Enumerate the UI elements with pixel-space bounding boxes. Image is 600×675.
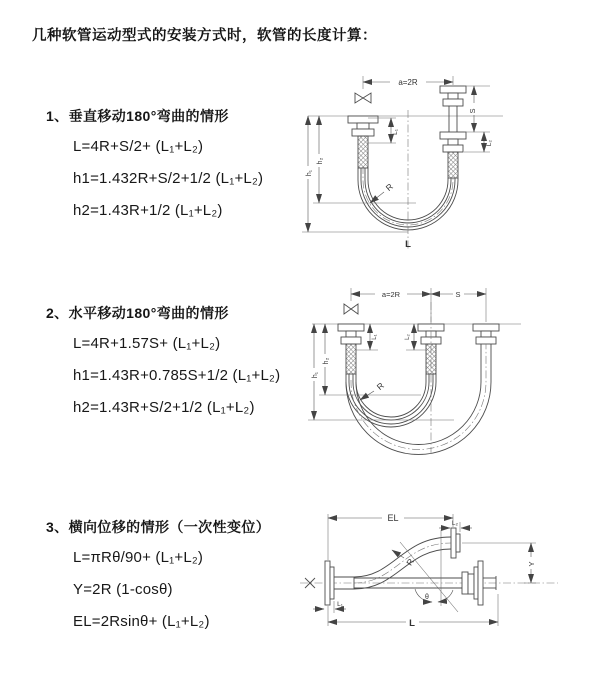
formula-el-3: EL=2Rsinθ+ (L₁+L₂) [73, 613, 210, 630]
dim-label-a2r: a=2R [398, 78, 418, 87]
right-pipe-fitting [473, 324, 499, 344]
dim-label-l: L [405, 239, 411, 250]
dim-label-r: R [383, 181, 395, 194]
u-bend-hose-position2 [346, 344, 491, 455]
braided-hose [358, 136, 368, 168]
left-pipe-fitting [348, 116, 378, 168]
dim-label-l2: L₂ [486, 139, 493, 147]
formula-h1-1: h1=1.432R+S/2+1/2 (L₁+L₂) [73, 170, 264, 187]
dim-label-r: R [404, 556, 416, 568]
dim-label-l2: L₂ [451, 520, 459, 527]
formula-l-1: L=4R+S/2+ (L₁+L₂) [73, 138, 204, 155]
dim-s [464, 86, 490, 132]
angle-construction [400, 530, 458, 612]
dim-l [328, 594, 498, 629]
dim-label-l: L [409, 618, 415, 629]
dim-a2r [363, 76, 453, 89]
dim-a2r [351, 288, 431, 322]
formula-l-3: L=πRθ/90+ (L₁+L₂) [73, 549, 204, 566]
formula-h2-2: h2=1.43R+S/2+1/2 (L₁+L₂) [73, 399, 255, 416]
dim-label-h1: h₁ [312, 371, 319, 379]
dim-label-s: S [455, 290, 461, 299]
dim-el [328, 512, 453, 560]
dim-label-theta: θ [425, 594, 429, 601]
radius-callout [360, 380, 386, 400]
radius-callout [370, 181, 395, 203]
section-2-heading: 2、水平移动180°弯曲的情形 [46, 305, 229, 321]
braided-hose [346, 344, 356, 374]
formula-h2-1: h2=1.43R+1/2 (L₁+L₂) [73, 202, 223, 219]
dim-label-r: R [374, 380, 386, 393]
formula-h1-2: h1=1.43R+0.785S+1/2 (L₁+L₂) [73, 367, 281, 384]
dim-label-s: S [468, 108, 477, 114]
formula-l-2: L=4R+1.57S+ (L₁+L₂) [73, 335, 221, 352]
dim-label-h2: h₂ [323, 357, 330, 365]
section-3-heading: 3、横向位移的情形（一次性变位） [46, 519, 271, 535]
dim-label-el: EL [387, 513, 399, 523]
radius-callout [392, 550, 416, 567]
dim-label-l1: L₁ [392, 129, 399, 135]
braided-hose [448, 152, 458, 178]
dim-label-h2: h₂ [317, 157, 324, 165]
valve-icon [344, 304, 358, 314]
page-title: 几种软管运动型式的安装方式时，软管的长度计算： [32, 28, 377, 44]
formula-y-3: Y=2R (1-cosθ) [73, 581, 173, 598]
diagram-vertical-180-bend [298, 70, 520, 258]
dim-s [431, 288, 486, 322]
dim-label-h1: h₁ [306, 169, 313, 177]
diagram-horizontal-180-bend [306, 282, 534, 462]
dim-label-l1: L₁ [372, 334, 378, 340]
valve-icon [355, 93, 371, 103]
dim-label-l1: L₁ [337, 601, 343, 608]
right-pipe-fitting [440, 86, 466, 178]
diagram-lateral-displacement [296, 506, 564, 644]
dim-label-y: Y [527, 561, 536, 567]
dim-label-l2: L₂ [405, 334, 411, 340]
u-bend-hose-position1 [346, 374, 436, 427]
dim-l2 [464, 132, 493, 152]
dim-label-a2r: a=2R [381, 290, 401, 299]
left-pipe-fitting [338, 324, 364, 374]
section-1-heading: 1、垂直移动180°弯曲的情形 [46, 108, 229, 124]
